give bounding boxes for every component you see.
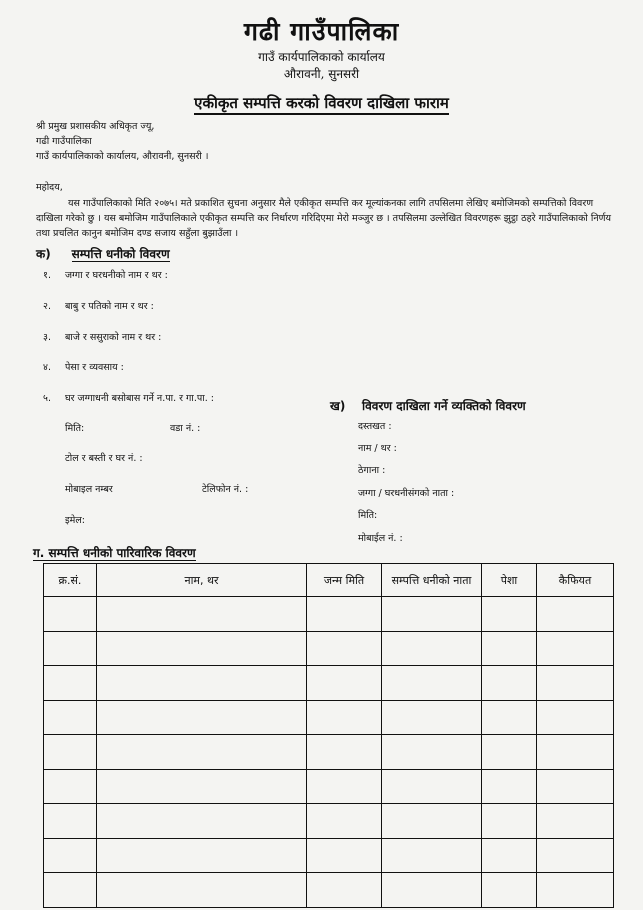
col-dob: जन्म मिति bbox=[307, 564, 382, 597]
table-cell[interactable] bbox=[44, 597, 97, 632]
table-cell[interactable] bbox=[97, 666, 307, 701]
section-a-title: सम्पत्ति धनीको विवरण bbox=[71, 247, 170, 261]
table-cell[interactable] bbox=[307, 666, 382, 701]
table-cell[interactable] bbox=[44, 804, 97, 839]
col-relation: सम्पत्ति धनीको नाता bbox=[382, 564, 482, 597]
table-cell[interactable] bbox=[44, 838, 97, 873]
table-cell[interactable] bbox=[537, 597, 614, 632]
table-cell[interactable] bbox=[537, 631, 614, 666]
section-b-heading bbox=[330, 397, 526, 414]
table-row bbox=[44, 769, 614, 804]
table-cell[interactable] bbox=[307, 804, 382, 839]
table-cell[interactable] bbox=[44, 873, 97, 908]
table-cell[interactable] bbox=[97, 873, 307, 908]
table-cell[interactable] bbox=[44, 700, 97, 735]
table-cell[interactable] bbox=[97, 804, 307, 839]
table-cell[interactable] bbox=[482, 804, 537, 839]
mobile-label: मोबाइल नम्बर bbox=[65, 484, 113, 495]
table-row bbox=[44, 666, 614, 701]
office-address: औरावनी, सुनसरी bbox=[283, 67, 360, 81]
table-cell[interactable] bbox=[382, 769, 482, 804]
addressee-line-2: गढी गाउँपालिका bbox=[36, 136, 92, 147]
section-b-title: विवरण दाखिला गर्ने व्यक्तिको विवरण bbox=[362, 399, 526, 413]
item-number: ३. bbox=[43, 332, 51, 343]
submitter-mobile-label: मोबाईल नं. : bbox=[358, 533, 403, 544]
table-cell[interactable] bbox=[97, 838, 307, 873]
table-cell[interactable] bbox=[44, 631, 97, 666]
item-number: २. bbox=[43, 301, 51, 312]
table-cell[interactable] bbox=[97, 735, 307, 770]
table-cell[interactable] bbox=[97, 631, 307, 666]
office-name: गाउँ कार्यपालिकाको कार्यालय bbox=[258, 50, 385, 64]
submitter-name-label: नाम / थर : bbox=[358, 443, 397, 454]
table-cell[interactable] bbox=[382, 804, 482, 839]
table-cell[interactable] bbox=[382, 666, 482, 701]
table-body bbox=[44, 597, 614, 908]
table-cell[interactable] bbox=[537, 735, 614, 770]
table-cell[interactable] bbox=[482, 631, 537, 666]
table-cell[interactable] bbox=[482, 700, 537, 735]
col-name: नाम, थर bbox=[97, 564, 307, 597]
table-row bbox=[44, 597, 614, 632]
ward-label: वडा नं. : bbox=[170, 423, 201, 434]
section-g-heading bbox=[33, 544, 196, 561]
table-cell[interactable] bbox=[482, 873, 537, 908]
table-cell[interactable] bbox=[44, 666, 97, 701]
father-name-label: बाबु र पतिको नाम र थर : bbox=[65, 301, 154, 312]
table-cell[interactable] bbox=[382, 700, 482, 735]
form-title bbox=[0, 93, 643, 113]
table-cell[interactable] bbox=[382, 838, 482, 873]
table-cell[interactable] bbox=[537, 769, 614, 804]
tole-label: टोल र बस्ती र घर नं. : bbox=[65, 453, 143, 464]
occupation-label: पेसा र व्यवसाय : bbox=[65, 362, 124, 373]
section-b-prefix: ख) bbox=[330, 399, 346, 413]
table-cell[interactable] bbox=[482, 735, 537, 770]
table-cell[interactable] bbox=[537, 666, 614, 701]
table-row bbox=[44, 631, 614, 666]
table-cell[interactable] bbox=[44, 735, 97, 770]
table-cell[interactable] bbox=[97, 597, 307, 632]
owner-name-label: जग्गा र घरधनीको नाम र थर : bbox=[65, 270, 168, 281]
address-label: ठेगाना : bbox=[358, 465, 386, 476]
table-cell[interactable] bbox=[537, 838, 614, 873]
telephone-label: टेलिफोन नं. : bbox=[202, 484, 249, 495]
section-g-title: ग. सम्पत्ति धनीको पारिवारिक विवरण bbox=[33, 546, 196, 560]
family-details-table bbox=[43, 563, 614, 908]
table-cell[interactable] bbox=[537, 804, 614, 839]
table-cell[interactable] bbox=[97, 700, 307, 735]
table-cell[interactable] bbox=[307, 769, 382, 804]
email-label: इमेल: bbox=[65, 515, 85, 526]
table-cell[interactable] bbox=[482, 666, 537, 701]
table-header-row bbox=[44, 564, 614, 597]
addressee-line-3: गाउँ कार्यपालिकाको कार्यालय, औरावनी, सुनसरी । bbox=[36, 151, 209, 162]
col-occupation: पेशा bbox=[482, 564, 537, 597]
body-paragraph: यस गाउँपालिकाको मिति २०७५। मते प्रकाशित सुचना अनुसार मैले एकीकृत सम्पत्ति कर मूल्यांकनका लागि तपसिलमा लेखिए बमोजिमको सम्पत्तिको विवरण दाखिला गरेको छु । यस बमोजिम गाउँपालिकाले एकीकृत सम्पत्ति कर निर्धारण गरिदिएमा मेरो मञ्जुर छ । तपसिलमा उल्लेखित विवरणहरू झुट्ठा ठहरे गाउँपालिकाको निर्णय तथा प्रचलित कानुन बमोजिम दण्ड सजाय सहुँला बुझाउँला । bbox=[36, 198, 611, 239]
signature-label: दस्तखत : bbox=[358, 421, 392, 432]
table-cell[interactable] bbox=[307, 873, 382, 908]
item-number: ५. bbox=[43, 393, 51, 404]
relation-label: जग्गा / घरधनीसंगको नाता : bbox=[358, 488, 455, 499]
table-row bbox=[44, 700, 614, 735]
table-cell[interactable] bbox=[537, 700, 614, 735]
table-cell[interactable] bbox=[307, 597, 382, 632]
col-remarks: कैफियत bbox=[537, 564, 614, 597]
item-number: १. bbox=[43, 270, 51, 281]
table-cell[interactable] bbox=[44, 769, 97, 804]
table-cell[interactable] bbox=[307, 631, 382, 666]
col-serial: क्र.सं. bbox=[44, 564, 97, 597]
grandfather-name-label: बाजे र ससुराको नाम र थर : bbox=[65, 332, 162, 343]
section-a-heading bbox=[36, 245, 170, 262]
table-cell[interactable] bbox=[482, 769, 537, 804]
section-a-prefix: क) bbox=[36, 247, 51, 261]
table-cell[interactable] bbox=[307, 735, 382, 770]
table-cell[interactable] bbox=[537, 873, 614, 908]
table-cell[interactable] bbox=[382, 597, 482, 632]
table-cell[interactable] bbox=[382, 873, 482, 908]
table-row bbox=[44, 804, 614, 839]
table-cell[interactable] bbox=[382, 735, 482, 770]
table-row bbox=[44, 873, 614, 908]
salutation: महोदय, bbox=[36, 182, 63, 193]
residence-label: घर जग्गाधनी बसोबास गर्ने न.पा. र गा.पा. : bbox=[65, 393, 214, 404]
submitter-date-label: मिति: bbox=[358, 510, 378, 521]
table-cell[interactable] bbox=[97, 769, 307, 804]
form-title-text: एकीकृत सम्पत्ति करको विवरण दाखिला फाराम bbox=[194, 94, 449, 115]
table-cell[interactable] bbox=[482, 597, 537, 632]
table-row bbox=[44, 735, 614, 770]
table-cell[interactable] bbox=[307, 838, 382, 873]
municipality-title: गढी गाउँपालिका bbox=[243, 17, 400, 46]
item-number: ४. bbox=[43, 362, 51, 373]
table-row bbox=[44, 838, 614, 873]
table-cell[interactable] bbox=[382, 631, 482, 666]
table-cell[interactable] bbox=[482, 838, 537, 873]
addressee-line-1: श्री प्रमुख प्रशासकीय अधिकृत ज्यू, bbox=[36, 121, 155, 132]
table-cell[interactable] bbox=[307, 700, 382, 735]
date-label: मिति: bbox=[65, 423, 85, 434]
